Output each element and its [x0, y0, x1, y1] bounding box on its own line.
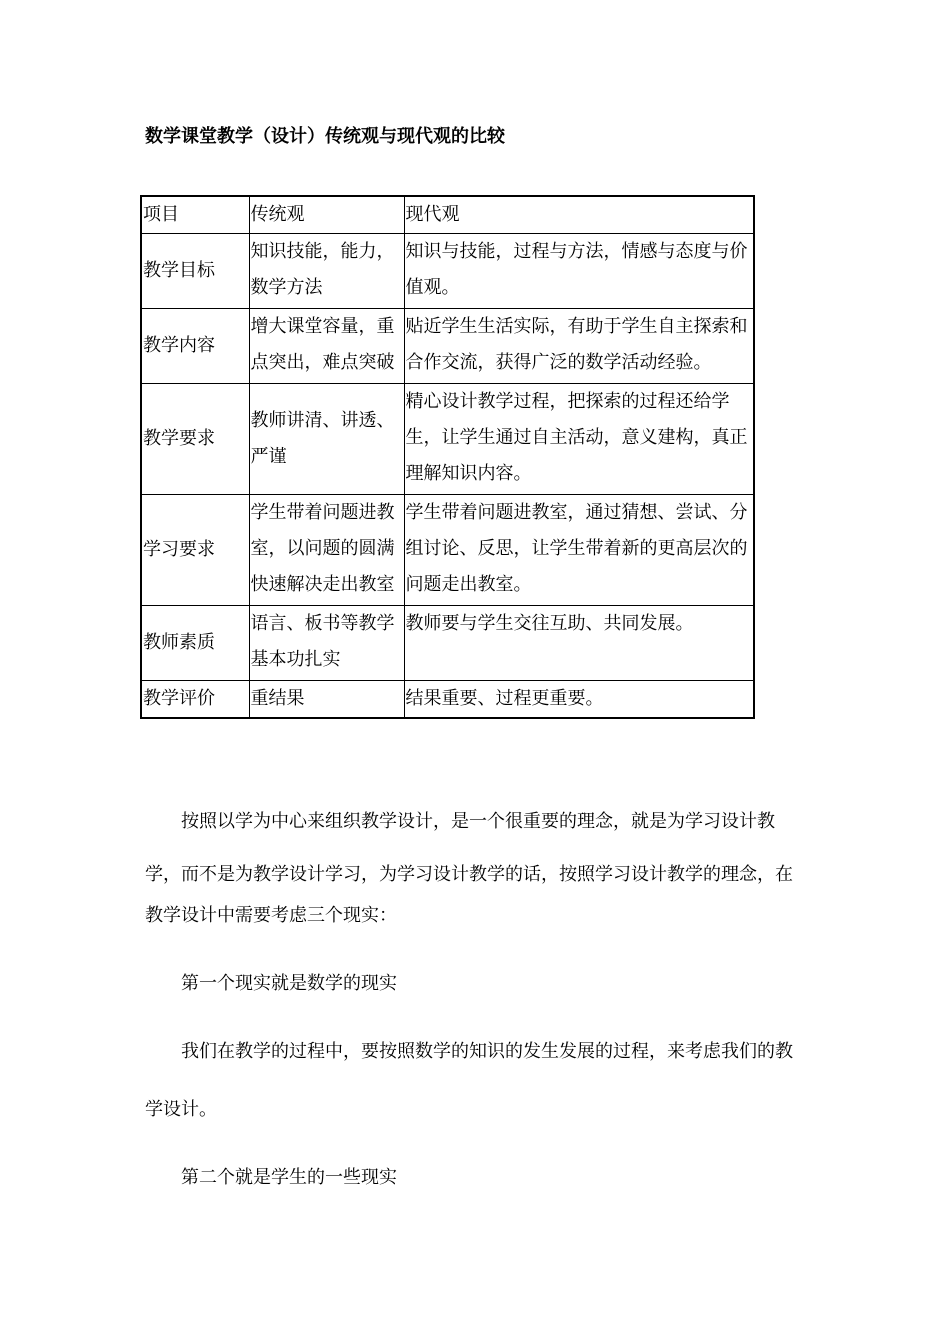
paragraph-second-reality: 第二个就是学生的一些现实 [181, 1167, 397, 1188]
paragraph-design-concept: 按照以学为中心来组织教学设计，是一个很重要的理念，就是为学习设计教学，而不是为教学设计学习，为学习设计教学的话，按照学习设计教学的理念，在 [145, 811, 793, 885]
paragraph-three-realities: 教学设计中需要考虑三个现实： [145, 905, 397, 926]
row-modern: 贴近学生生活实际，有助于学生自主探索和合作交流，获得广泛的数学活动经验。 [404, 309, 754, 384]
row-item: 教学评价 [141, 681, 249, 719]
header-traditional: 传统观 [249, 196, 404, 234]
row-item: 教师素质 [141, 606, 249, 681]
table-header-row [141, 196, 754, 234]
row-traditional: 教师讲清、讲透、严谨 [249, 384, 404, 495]
row-traditional: 学生带着问题进教室，以问题的圆满快速解决走出教室 [249, 495, 404, 606]
table-row [141, 234, 754, 309]
row-traditional: 重结果 [249, 681, 404, 719]
paragraph-math-process: 我们在教学的过程中，要按照数学的知识的发生发展的过程，来考虑我们的教学设计。 [145, 1041, 793, 1120]
table-row [141, 681, 754, 719]
row-modern: 知识与技能，过程与方法，情感与态度与价值观。 [404, 234, 754, 309]
header-item: 项目 [141, 196, 249, 234]
table-row [141, 495, 754, 606]
table-row [141, 384, 754, 495]
row-item: 教学目标 [141, 234, 249, 309]
row-item: 教学要求 [141, 384, 249, 495]
row-item: 学习要求 [141, 495, 249, 606]
row-traditional: 知识技能，能力，数学方法 [249, 234, 404, 309]
row-modern: 学生带着问题进教室，通过猜想、尝试、分组讨论、反思，让学生带着新的更高层次的问题走出教室。 [404, 495, 754, 606]
comparison-table [140, 195, 755, 719]
row-modern: 精心设计教学过程，把探索的过程还给学生，让学生通过自主活动，意义建构，真正理解知识内容。 [404, 384, 754, 495]
row-traditional: 语言、板书等教学基本功扎实 [249, 606, 404, 681]
row-traditional: 增大课堂容量，重点突出，难点突破 [249, 309, 404, 384]
table-row [141, 606, 754, 681]
row-modern: 教师要与学生交往互助、共同发展。 [404, 606, 754, 681]
row-item: 教学内容 [141, 309, 249, 384]
header-modern: 现代观 [404, 196, 754, 234]
document-title: 数学课堂教学（设计）传统观与现代观的比较 [145, 126, 505, 147]
table-row [141, 309, 754, 384]
paragraph-first-reality: 第一个现实就是数学的现实 [181, 973, 397, 994]
row-modern: 结果重要、过程更重要。 [404, 681, 754, 719]
